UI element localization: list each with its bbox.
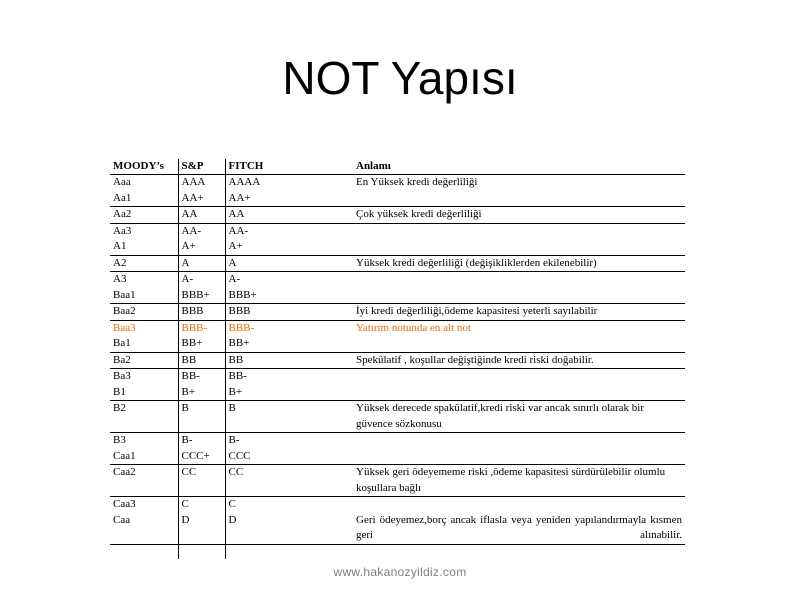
fitch-cell: C <box>228 498 236 510</box>
fitch-cell: A+ <box>225 239 353 255</box>
rating-table <box>110 159 685 559</box>
meaning-cell <box>353 223 685 239</box>
empty-cell <box>178 544 225 559</box>
fitch-cell: B+ <box>225 385 353 401</box>
moodys-cell: Baa2 <box>110 304 178 321</box>
moodys-cell: Ba1 <box>110 336 178 352</box>
sp-cell: BB- <box>178 369 225 385</box>
table-row <box>110 272 685 288</box>
fitch-cell: CCC <box>225 449 353 465</box>
table-row <box>110 336 685 352</box>
fitch-cell: BBB- <box>228 321 255 334</box>
sp-cell: A <box>178 255 225 272</box>
moodys-cell: Ba2 <box>110 352 178 369</box>
moodys-cell: Aa1 <box>110 191 178 207</box>
empty-cell <box>110 544 178 559</box>
sp-cell: BB <box>178 352 225 369</box>
sp-cell: B <box>178 401 225 433</box>
header-fitch: FITCH <box>225 159 353 175</box>
table-row <box>110 207 685 224</box>
meaning-cell <box>353 239 685 255</box>
meaning-cell <box>353 191 685 207</box>
meaning-cell: Yüksek derecede spakülatif,kredi riski var ancak sınırlı olarak bir güvence sözkonusu <box>353 401 685 433</box>
table-row-empty <box>110 544 685 559</box>
meaning-cell <box>353 449 685 465</box>
moodys-cell: Aa2 <box>110 207 178 224</box>
sp-cell: AAA <box>178 175 225 191</box>
table-row <box>110 352 685 369</box>
moodys-cell: Aaa <box>110 175 178 191</box>
meaning-cell: İyi kredi değerliliği,ödeme kapasitesi yeterli sayılabilir <box>353 304 685 321</box>
moodys-cell: Baa1 <box>110 288 178 304</box>
fitch-cell: BB <box>225 352 353 369</box>
moodys-cell: Caa2 <box>110 465 178 497</box>
table-header-row <box>110 159 685 175</box>
meaning-cell <box>353 272 685 288</box>
header-sp: S&P <box>178 159 225 175</box>
meaning-cell <box>353 385 685 401</box>
sp-cell: BBB+ <box>178 288 225 304</box>
meaning-cell <box>353 497 685 513</box>
fitch-cell: BB+ <box>225 336 353 352</box>
moodys-cell: Ba3 <box>110 369 178 385</box>
fitch-cell: CC <box>225 465 353 497</box>
sp-cell: C <box>178 497 225 513</box>
table-row <box>110 497 685 513</box>
moodys-cell: Baa3 <box>110 320 178 336</box>
meaning-cell: Çok yüksek kredi değerliliği <box>353 207 685 224</box>
moodys-cell: A3 <box>110 272 178 288</box>
moodys-cell: A1 <box>110 239 178 255</box>
sp-cell: D <box>178 513 225 545</box>
empty-cell <box>353 544 685 559</box>
meaning-cell: Spekülatif , koşullar değiştiğinde kredi riski doğabilir. <box>353 352 685 369</box>
table-row <box>110 304 685 321</box>
table-row <box>110 513 685 545</box>
empty-cell <box>225 544 353 559</box>
moodys-cell: B3 <box>110 433 178 449</box>
fitch-cell: AA+ <box>225 191 353 207</box>
moodys-cell: A2 <box>110 255 178 272</box>
sp-cell: AA+ <box>178 191 225 207</box>
meaning-cell: Yatırım notunda en alt not <box>356 321 471 334</box>
fitch-cell: BBB+ <box>225 288 353 304</box>
fitch-cell: AA <box>225 207 353 224</box>
sp-cell: CC <box>178 465 225 497</box>
footer-url: www.hakanozyildiz.com <box>333 565 467 579</box>
table-row <box>110 449 685 465</box>
meaning-cell <box>353 336 685 352</box>
table-row <box>110 385 685 401</box>
fitch-cell: BBB <box>225 304 353 321</box>
sp-cell: BBB <box>178 304 225 321</box>
sp-cell: AA- <box>178 223 225 239</box>
fitch-cell: A- <box>228 273 241 285</box>
header-meaning: Anlamı <box>353 159 685 175</box>
meaning-cell: Yüksek kredi değerliliği (değişikliklerden ekilenebilir) <box>353 255 685 272</box>
table-row <box>110 369 685 385</box>
sp-cell: AA <box>178 207 225 224</box>
table-row <box>110 255 685 272</box>
moodys-cell: Aa3 <box>110 223 178 239</box>
sp-cell: B- <box>178 433 225 449</box>
fitch-cell: B <box>225 401 353 433</box>
fitch-cell: B- <box>228 434 240 446</box>
meaning-cell <box>353 433 685 449</box>
table-row <box>110 191 685 207</box>
header-moodys: MOODY’s <box>110 159 178 175</box>
table-row <box>110 465 685 497</box>
moodys-cell: Caa1 <box>110 449 178 465</box>
meaning-cell: Yüksek geri ödeyememe riski ,ödeme kapasitesi sürdürülebilir olumlu koşullara bağlı <box>353 465 685 497</box>
table-row <box>110 175 685 191</box>
sp-cell: A- <box>178 272 225 288</box>
moodys-cell: B2 <box>110 401 178 433</box>
slide-title: NOT Yapısı <box>282 52 518 104</box>
table-row-highlighted <box>110 320 685 336</box>
moodys-cell: B1 <box>110 385 178 401</box>
moodys-cell: Caa3 <box>110 497 178 513</box>
fitch-cell: AAAA <box>228 176 261 188</box>
meaning-cell: Geri ödeyemez,borç ancak iflasla veya yeniden yapılandırmayla kısmen geri alınabilir. <box>353 513 685 545</box>
meaning-cell: En Yüksek kredi değerliliği <box>356 176 478 188</box>
fitch-cell: A <box>225 255 353 272</box>
table-row <box>110 288 685 304</box>
fitch-cell: AA- <box>228 224 249 237</box>
sp-cell: BB+ <box>178 336 225 352</box>
table-row <box>110 223 685 239</box>
fitch-cell: BB- <box>228 370 247 382</box>
table-row <box>110 239 685 255</box>
sp-cell: A+ <box>178 239 225 255</box>
sp-cell: B+ <box>178 385 225 401</box>
sp-cell: CCC+ <box>178 449 225 465</box>
sp-cell: BBB- <box>178 320 225 336</box>
table-row <box>110 433 685 449</box>
fitch-cell: D <box>225 513 353 545</box>
table-row <box>110 401 685 433</box>
meaning-cell <box>353 288 685 304</box>
meaning-cell <box>353 369 685 385</box>
moodys-cell: Caa <box>110 513 178 545</box>
